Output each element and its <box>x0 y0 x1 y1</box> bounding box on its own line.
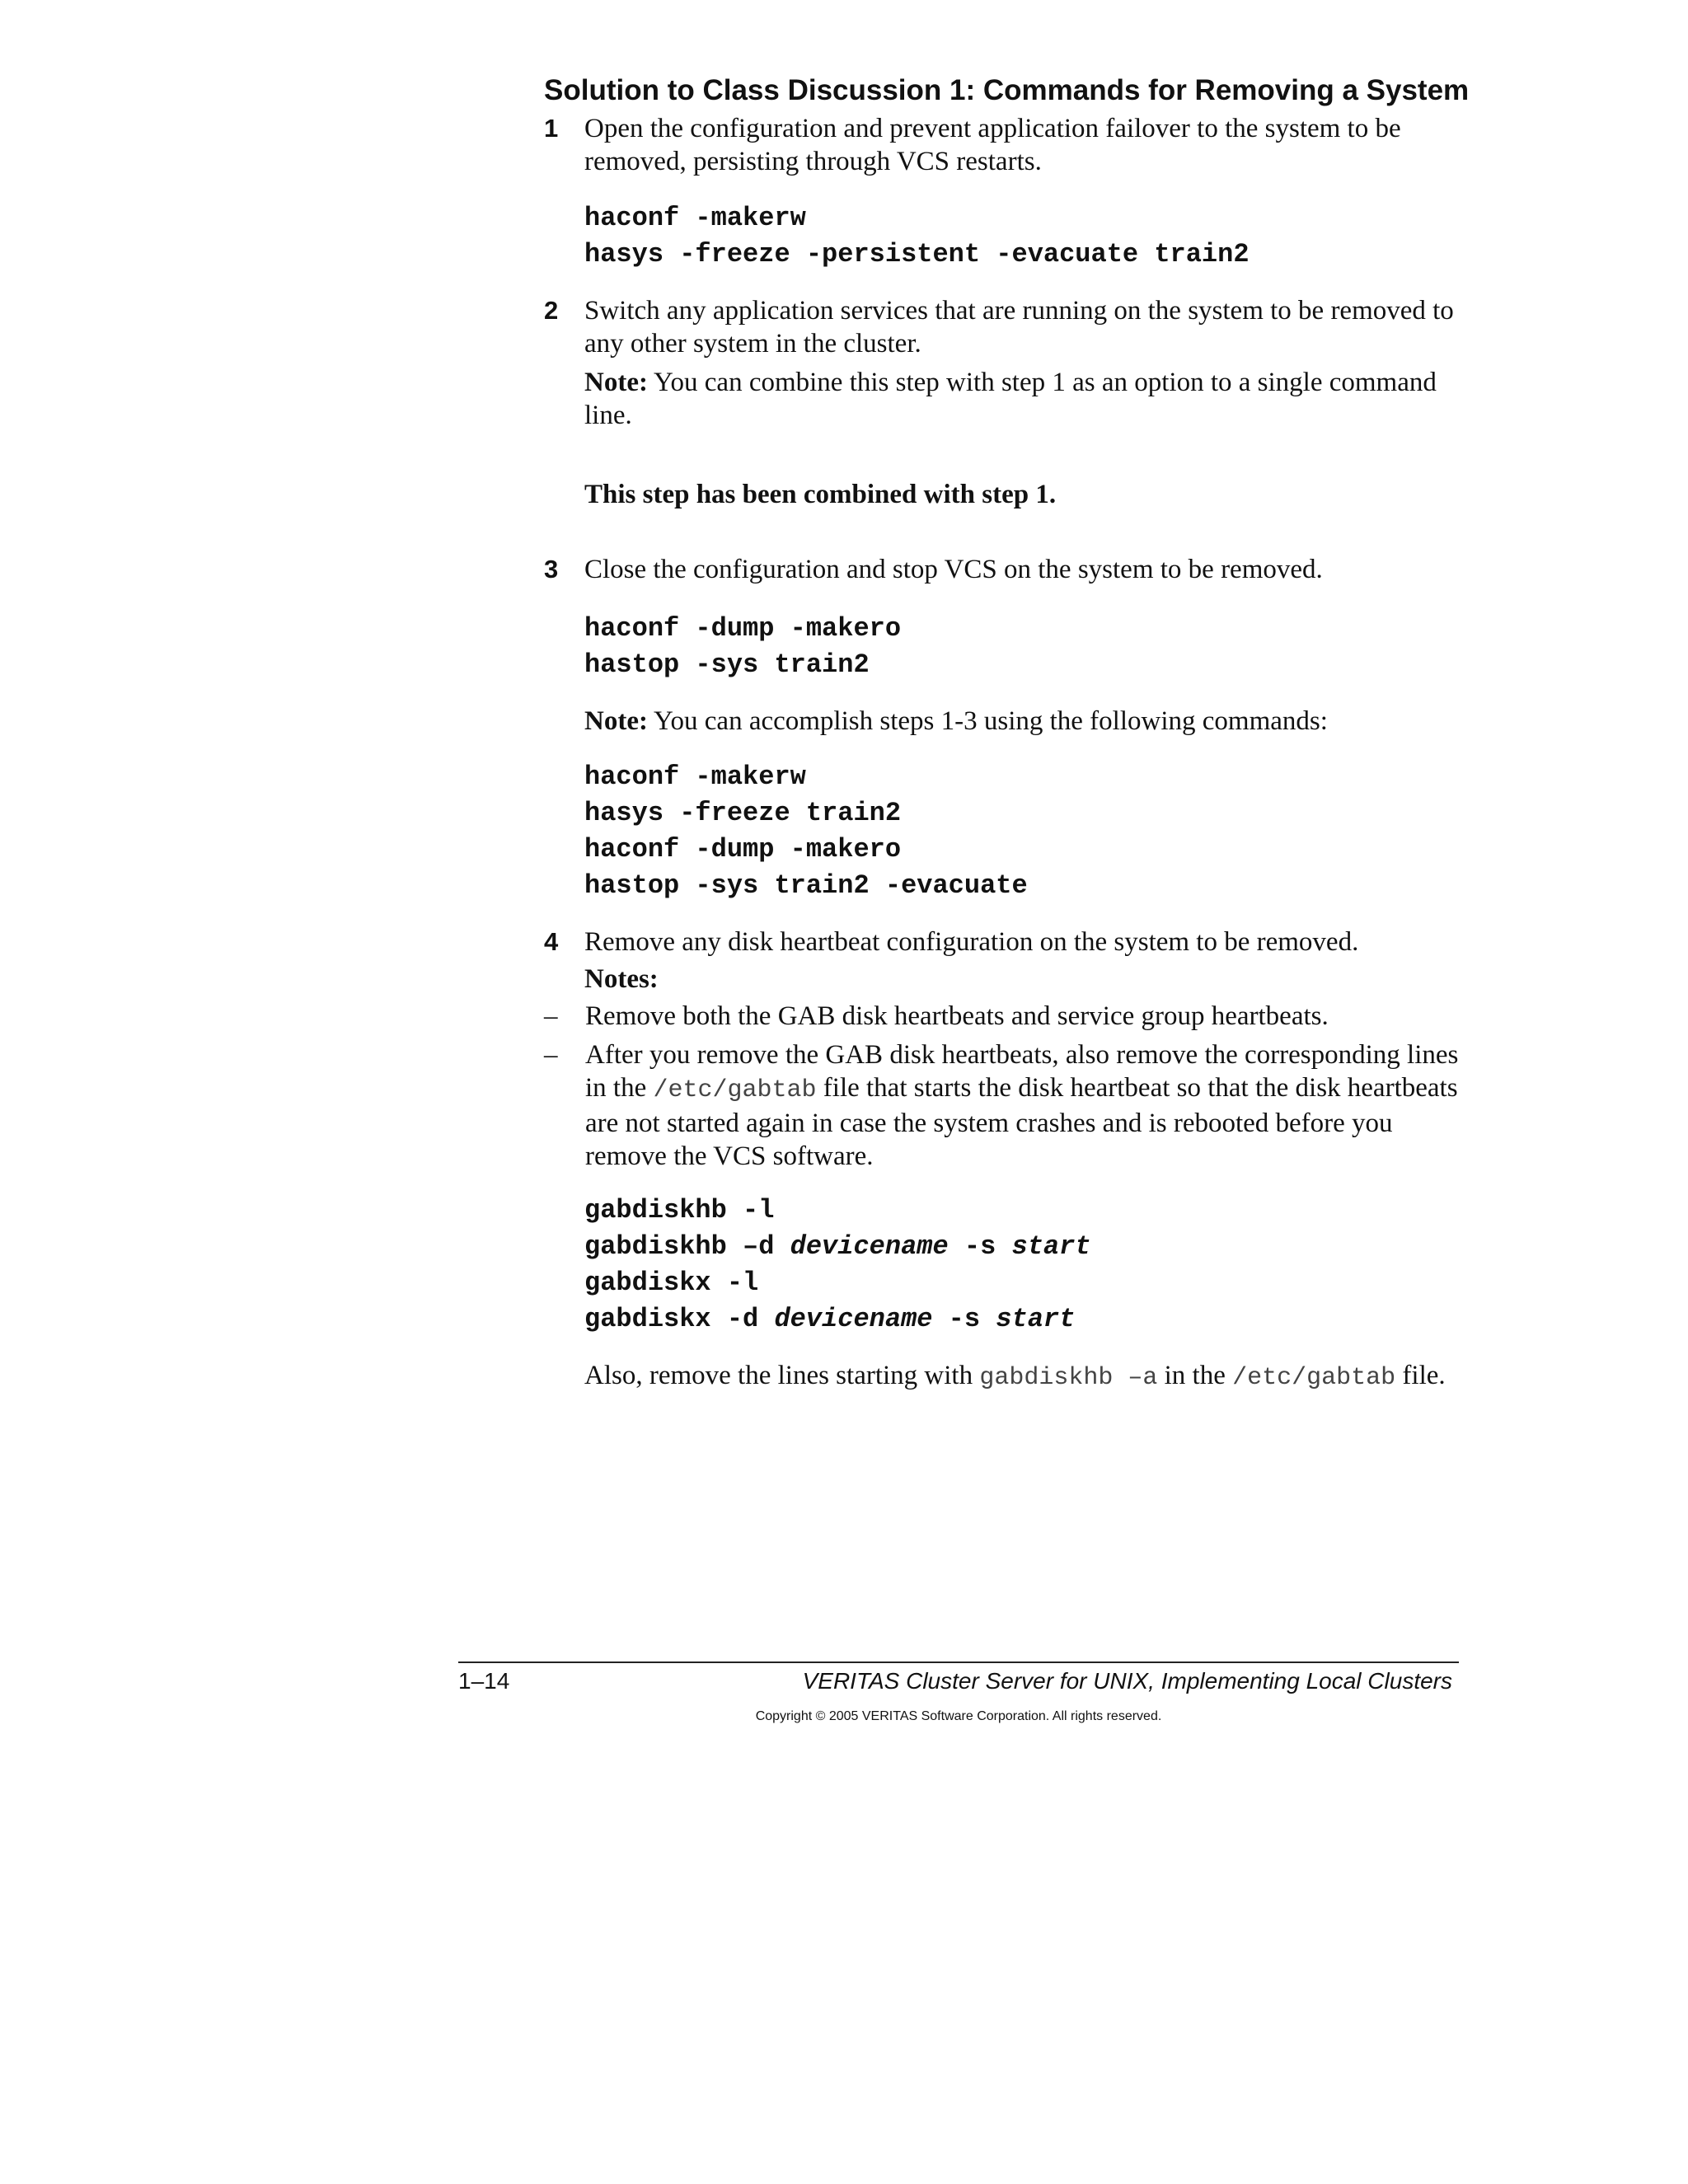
step-3 <box>544 553 1471 904</box>
list-item <box>544 1000 1471 1033</box>
code-line: hastop -sys train2 -evacuate <box>584 870 1028 901</box>
step-note <box>584 705 1471 738</box>
code-argument: start <box>996 1304 1076 1334</box>
step-2 <box>544 294 1471 511</box>
note-label: Note: <box>584 706 648 736</box>
file-path: /etc/gabtab <box>1232 1364 1396 1392</box>
list-item-text: file that starts the disk heartbeat so that the disk heartbeats are not started again in case the system crashes and is rebooted before you remove the VCS software. <box>585 1073 1458 1171</box>
code-block <box>584 759 1471 904</box>
note-label: Note: <box>584 368 648 397</box>
text-run: in the <box>1164 1361 1226 1390</box>
file-path: /etc/gabtab <box>653 1076 817 1104</box>
footer-rule <box>458 1661 1459 1663</box>
code-line <box>584 1301 1471 1338</box>
closing-paragraph <box>584 1359 1471 1394</box>
inline-command: gabdiskhb –a <box>979 1364 1158 1392</box>
notes-label: Notes: <box>584 964 659 994</box>
page-content <box>544 71 1471 1394</box>
step-text: Close the configuration and stop VCS on the system to be removed. <box>584 555 1323 584</box>
step-note <box>584 366 1471 432</box>
code-argument: devicename <box>774 1304 933 1334</box>
code-line: haconf -makerw <box>584 203 806 233</box>
code-line: hasys -freeze -persistent -evacuate train2 <box>584 239 1250 269</box>
code-option: -s <box>932 1304 996 1334</box>
code-command: gabdiskhb –d <box>584 1231 790 1262</box>
section-heading: Solution to Class Discussion 1: Commands for Removing a System <box>544 74 1470 106</box>
code-line <box>584 1229 1471 1265</box>
list-item-text: Remove both the GAB disk heartbeats and service group heartbeats. <box>585 1001 1329 1031</box>
code-argument: start <box>1011 1231 1091 1262</box>
note-text: You can combine this step with step 1 as an option to a single command line. <box>584 368 1437 430</box>
step-text: Remove any disk heartbeat configuration on the system to be removed. <box>584 927 1359 957</box>
code-line: haconf -makerw <box>584 762 806 792</box>
code-command: gabdiskx -d <box>584 1304 775 1334</box>
footer-title: VERITAS Cluster Server for UNIX, Implementing Local Clusters <box>802 1668 1452 1694</box>
list-item-text: After you remove the GAB disk heartbeats, also remove the corresponding lines in the <box>585 1040 1459 1103</box>
step-number: 2 <box>544 296 559 325</box>
text-run: Also, remove the lines starting with <box>584 1361 973 1390</box>
step-text: Open the configuration and prevent application failover to the system to be removed, persisting through VCS restarts. <box>584 114 1401 176</box>
note-text: You can accomplish steps 1-3 using the following commands: <box>654 706 1328 736</box>
code-argument: devicename <box>790 1231 949 1262</box>
list-item <box>544 1038 1471 1173</box>
code-block <box>584 200 1471 273</box>
code-line: gabdiskhb -l <box>584 1195 775 1226</box>
page-number: 1–14 <box>458 1668 510 1694</box>
text-run: file. <box>1402 1361 1446 1390</box>
step-text: Switch any application services that are running on the system to be removed to any other system in the cluster. <box>584 296 1454 359</box>
code-line: hastop -sys train2 <box>584 649 870 680</box>
combined-note: This step has been combined with step 1. <box>584 480 1057 509</box>
code-line: gabdiskx -l <box>584 1268 759 1298</box>
code-option: -s <box>948 1231 1012 1262</box>
step-1 <box>544 112 1471 273</box>
dash-marker: – <box>544 1040 558 1070</box>
code-line: haconf -dump -makero <box>584 613 902 644</box>
step-number: 1 <box>544 114 559 143</box>
dash-marker: – <box>544 1001 558 1031</box>
code-line: haconf -dump -makero <box>584 834 902 865</box>
copyright-notice: Copyright © 2005 VERITAS Software Corporation. All rights reserved. <box>755 1709 1162 1723</box>
code-line: hasys -freeze train2 <box>584 798 902 828</box>
step-4 <box>544 926 1471 1394</box>
code-block <box>584 1193 1471 1338</box>
code-block <box>584 611 1471 683</box>
step-number: 3 <box>544 555 559 583</box>
step-number: 4 <box>544 927 559 956</box>
